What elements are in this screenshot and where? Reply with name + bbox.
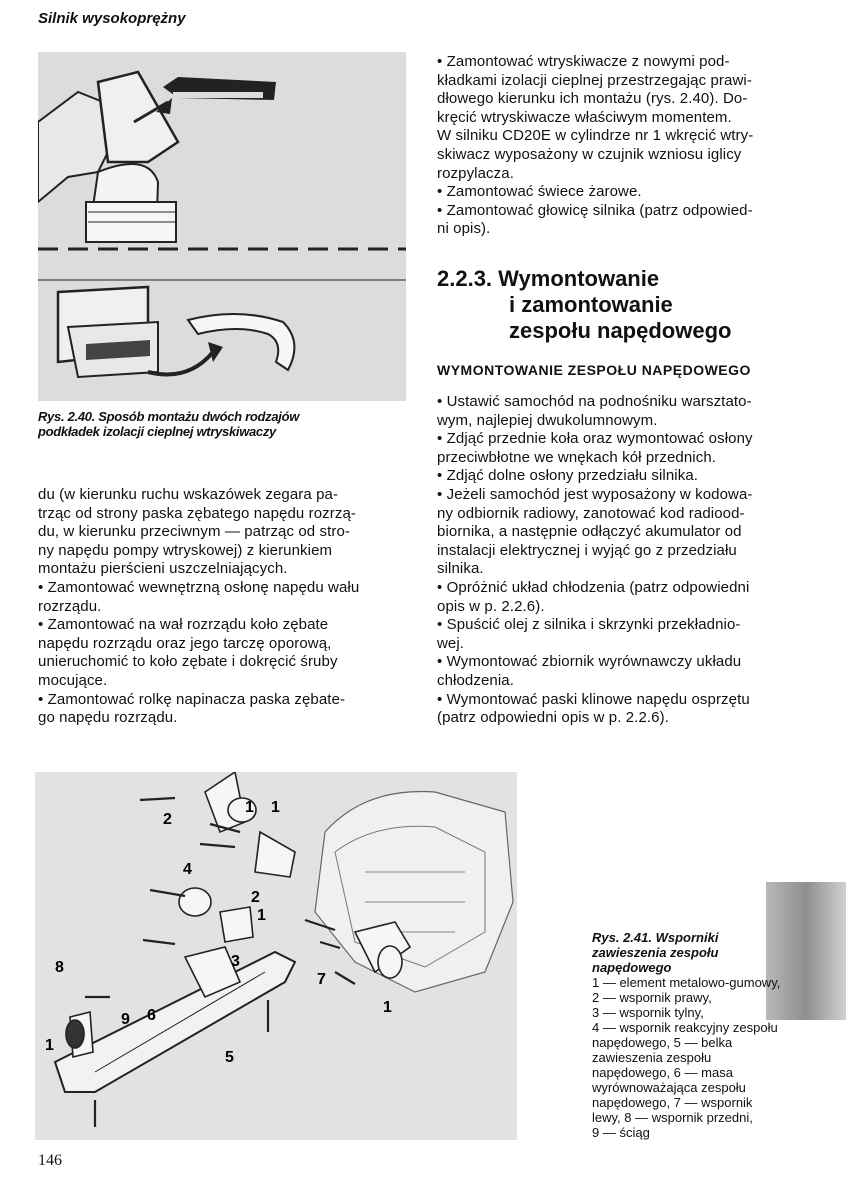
text-line: (patrz odpowiedni opis w p. 2.2.6). bbox=[437, 709, 669, 727]
text-line: • Wymontować paski klinowe napędu osprzętu bbox=[437, 690, 750, 708]
text-line: unieruchomić to koło zębate i dokręcić śruby bbox=[38, 653, 338, 671]
text-line: biornika, a następnie odłączyć akumulator od bbox=[437, 523, 742, 541]
text-line: przeciwbłotne we wnękach kół przednich. bbox=[437, 448, 717, 466]
text-line: montażu pierścieni uszczelniających. bbox=[38, 560, 288, 578]
page-number: 146 bbox=[38, 1152, 62, 1169]
text-line: W silniku CD20E w cylindrze nr 1 wkręcić wtry- bbox=[437, 127, 754, 145]
text-line: • Zdjąć przednie koła oraz wymontować osłony bbox=[437, 430, 753, 448]
figure-241-caption-title: napędowego bbox=[592, 960, 672, 975]
callout-label: 1 bbox=[271, 799, 280, 816]
caption-line: napędowego, 5 — belka bbox=[592, 1035, 733, 1050]
callout-label: 5 bbox=[225, 1049, 234, 1066]
figure-injector-washers bbox=[38, 52, 406, 401]
callout-label: 1 bbox=[245, 799, 254, 816]
section-title-line: i zamontowanie bbox=[509, 292, 673, 317]
text-line: chłodzenia. bbox=[437, 671, 514, 689]
callout-label: 9 bbox=[121, 1011, 130, 1028]
callout-label: 3 bbox=[231, 953, 240, 970]
section-title-line: zespołu napędowego bbox=[509, 318, 732, 343]
engine-mounts-illustration bbox=[35, 772, 517, 1140]
text-line: napędu rozrządu oraz jego tarczę oporową, bbox=[38, 634, 332, 652]
text-line: rozpylacza. bbox=[437, 164, 514, 182]
text-line: • Opróżnić układ chłodzenia (patrz odpowiedni bbox=[437, 578, 750, 596]
caption-line: 4 — wspornik reakcyjny zespołu bbox=[592, 1020, 778, 1035]
figure-241-caption bbox=[592, 930, 792, 1140]
callout-label: 2 bbox=[163, 811, 172, 828]
text-line: • Wymontować zbiornik wyrównawczy układu bbox=[437, 653, 742, 671]
text-line: opis w p. 2.2.6). bbox=[437, 597, 545, 615]
caption-line: napędowego, 6 — masa bbox=[592, 1065, 733, 1080]
running-header: Silnik wysokoprężny bbox=[38, 10, 186, 27]
figure-241-caption-title: zawieszenia zespołu bbox=[592, 945, 719, 960]
text-line: • Zamontować wewnętrzną osłonę napędu wału bbox=[38, 578, 360, 596]
callout-label: 8 bbox=[55, 959, 64, 976]
text-line: • Spuścić olej z silnika i skrzynki przekładnio- bbox=[437, 616, 741, 634]
text-line: go napędu rozrządu. bbox=[38, 709, 178, 727]
text-line: skiwacz wyposażony w czujnik wzniosu iglicy bbox=[437, 145, 742, 163]
text-line: • Zamontować rolkę napinacza paska zębate- bbox=[38, 690, 346, 708]
text-line: • Jeżeli samochód jest wyposażony w kodowa- bbox=[437, 485, 753, 503]
text-line: du, w kierunku przeciwnym — patrząc od stro- bbox=[38, 523, 351, 541]
text-line: • Zdjąć dolne osłony przedziału silnika. bbox=[437, 467, 699, 485]
text-line: • Zamontować głowicę silnika (patrz odpowied- bbox=[437, 201, 753, 219]
callout-label: 1 bbox=[257, 907, 266, 924]
text-line: instalacji elektrycznej i wyjąć go z przedziału bbox=[437, 541, 737, 559]
figure-240-caption-line: podkładek izolacji cieplnej wtryskiwaczy bbox=[38, 424, 276, 439]
caption-line: 3 — wspornik tylny, bbox=[592, 1005, 704, 1020]
text-line: du (w kierunku ruchu wskazówek zegara pa- bbox=[38, 486, 339, 503]
text-line: wym, najlepiej dwukolumnowym. bbox=[437, 411, 658, 429]
callout-label: 1 bbox=[45, 1037, 54, 1054]
callout-label: 7 bbox=[317, 971, 326, 988]
text-line: • Zamontować na wał rozrządu koło zębate bbox=[38, 616, 329, 634]
caption-line: zawieszenia zespołu bbox=[592, 1050, 712, 1065]
text-line: wej. bbox=[437, 634, 465, 652]
text-line: • Ustawić samochód na podnośniku warsztato- bbox=[437, 393, 752, 410]
left-column-text bbox=[38, 486, 400, 728]
figure-240-caption-line: Rys. 2.40. Sposób montażu dwóch rodzajów bbox=[38, 409, 300, 424]
caption-line: 1 — element metalowo-gumowy, bbox=[592, 975, 781, 990]
text-line: kładkami izolacji cieplnej przestrzegając prawi- bbox=[437, 71, 752, 89]
right-column-bottom-text bbox=[437, 393, 800, 728]
section-title-line: 2.2.3. Wymontowanie bbox=[437, 266, 660, 291]
text-line: rozrządu. bbox=[38, 597, 102, 615]
section-heading bbox=[437, 266, 807, 344]
figure-240-caption bbox=[38, 409, 408, 439]
text-line: dłowego kierunku ich montażu (rys. 2.40). Do- bbox=[437, 90, 748, 108]
callout-label: 2 bbox=[251, 889, 260, 906]
text-line: ny napędu pompy wtryskowej) z kierunkiem bbox=[38, 541, 333, 559]
figure-241-caption-title: Rys. 2.41. Wsporniki bbox=[592, 930, 719, 945]
caption-line: lewy, 8 — wspornik przedni, bbox=[592, 1110, 753, 1125]
text-line: ni opis). bbox=[437, 220, 491, 238]
injector-washer-illustration bbox=[38, 52, 406, 401]
text-line: trząc od strony paska zębatego napędu rozrzą- bbox=[38, 504, 357, 522]
caption-line: 2 — wspornik prawy, bbox=[592, 990, 712, 1005]
right-column-top-text bbox=[437, 53, 800, 239]
figure-engine-mounts bbox=[35, 772, 517, 1140]
caption-line: 9 — ściąg bbox=[592, 1125, 650, 1140]
callout-label: 1 bbox=[383, 999, 392, 1016]
caption-line: napędowego, 7 — wspornik bbox=[592, 1095, 753, 1110]
text-line: mocujące. bbox=[38, 671, 108, 689]
text-line: • Zamontować wtryskiwacze z nowymi pod- bbox=[437, 53, 730, 70]
text-line: • Zamontować świece żarowe. bbox=[437, 183, 642, 201]
text-line: ny odbiornik radiowy, zanotować kod radiood- bbox=[437, 504, 745, 522]
text-line: silnika. bbox=[437, 560, 484, 578]
callout-label: 6 bbox=[147, 1007, 156, 1024]
text-line: kręcić wtryskiwacze właściwym momentem. bbox=[437, 108, 732, 126]
callout-label: 4 bbox=[183, 861, 192, 878]
caption-line: wyrównoważająca zespołu bbox=[592, 1080, 746, 1095]
subsection-heading: WYMONTOWANIE ZESPOŁU NAPĘDOWEGO bbox=[437, 362, 751, 378]
